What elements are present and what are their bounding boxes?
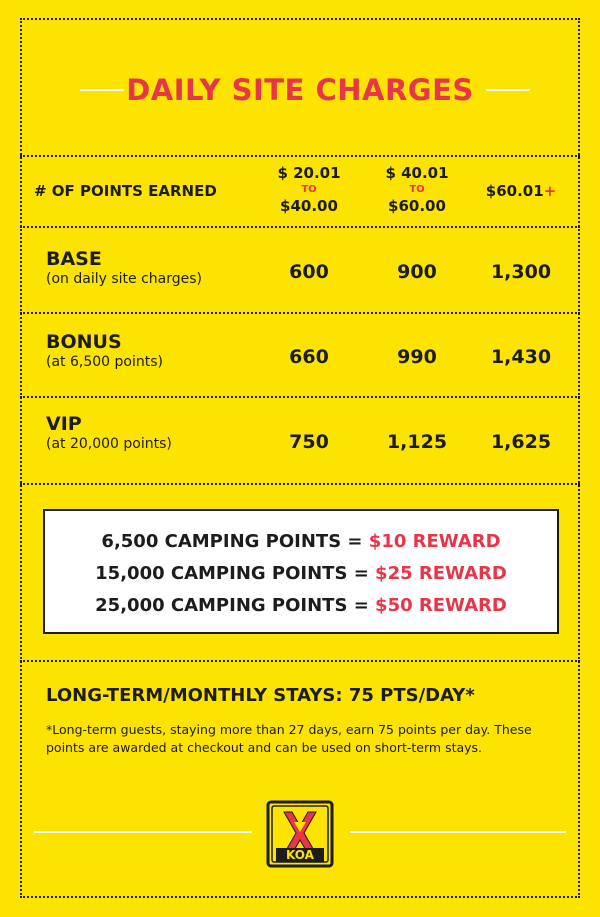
reward-amount: $10 REWARD (368, 531, 501, 552)
table-cell: 900 (397, 261, 437, 283)
longterm-heading: LONG-TERM/MONTHLY STAYS: 75 PTS/DAY* (46, 685, 475, 706)
tier-to: TO (409, 184, 425, 195)
row-title: BONUS (46, 331, 122, 353)
title-row (0, 72, 600, 108)
row-title: VIP (46, 413, 82, 435)
table-cell: 1,300 (490, 261, 552, 283)
divider (20, 155, 580, 157)
table-cell: 660 (289, 346, 329, 368)
longterm-note: *Long-term guests, staying more than 27 days, earn 75 points per day. These points are awarded at checkout and can be used on short-term stays. (46, 722, 532, 755)
tier-plus: + (543, 182, 557, 200)
reward-points: 25,000 CAMPING POINTS = (95, 595, 376, 616)
tier-high: $60.00 (388, 197, 446, 215)
divider (20, 660, 580, 662)
title-rule-right (486, 89, 530, 91)
table-cell: 750 (289, 431, 329, 453)
footer-rule-right (350, 831, 566, 833)
row-subtitle: (at 20,000 points) (46, 436, 172, 452)
row-subtitle: (at 6,500 points) (46, 354, 163, 370)
points-earned-header: # OF POINTS EARNED (34, 182, 217, 200)
divider (20, 396, 580, 398)
reward-line (45, 563, 557, 585)
tier-single: $60.01 (485, 182, 544, 200)
footer-rule-left (34, 831, 252, 833)
table-cell: 1,125 (386, 431, 448, 453)
reward-line (45, 531, 557, 553)
table-cell: 600 (289, 261, 329, 283)
reward-points: 6,500 CAMPING POINTS = (101, 531, 369, 552)
table-cell: 1,625 (490, 431, 552, 453)
tier-high: $40.00 (280, 197, 338, 215)
tier-header-2 (372, 164, 462, 215)
divider (20, 483, 580, 485)
table-cell: 990 (397, 346, 437, 368)
row-label-base (46, 248, 202, 288)
reward-amount: $25 REWARD (375, 563, 507, 584)
divider (20, 226, 580, 228)
logo-text: KOA (286, 848, 314, 862)
tier-header-1 (264, 164, 354, 215)
row-title: BASE (46, 248, 102, 270)
koa-logo (266, 800, 334, 868)
rewards-box (43, 509, 559, 634)
tier-header-3 (476, 182, 566, 200)
row-label-vip (46, 413, 172, 453)
reward-points: 15,000 CAMPING POINTS = (95, 563, 376, 584)
page-title: DAILY SITE CHARGES (126, 73, 474, 107)
tier-low: $ 40.01 (385, 164, 449, 182)
reward-amount: $50 REWARD (375, 595, 507, 616)
reward-line (45, 595, 557, 617)
tier-low: $ 20.01 (277, 164, 341, 182)
table-cell: 1,430 (490, 346, 552, 368)
row-label-bonus (46, 331, 163, 371)
divider (20, 312, 580, 314)
dotted-frame (20, 18, 580, 898)
tier-to: TO (301, 184, 317, 195)
row-subtitle: (on daily site charges) (46, 271, 202, 287)
